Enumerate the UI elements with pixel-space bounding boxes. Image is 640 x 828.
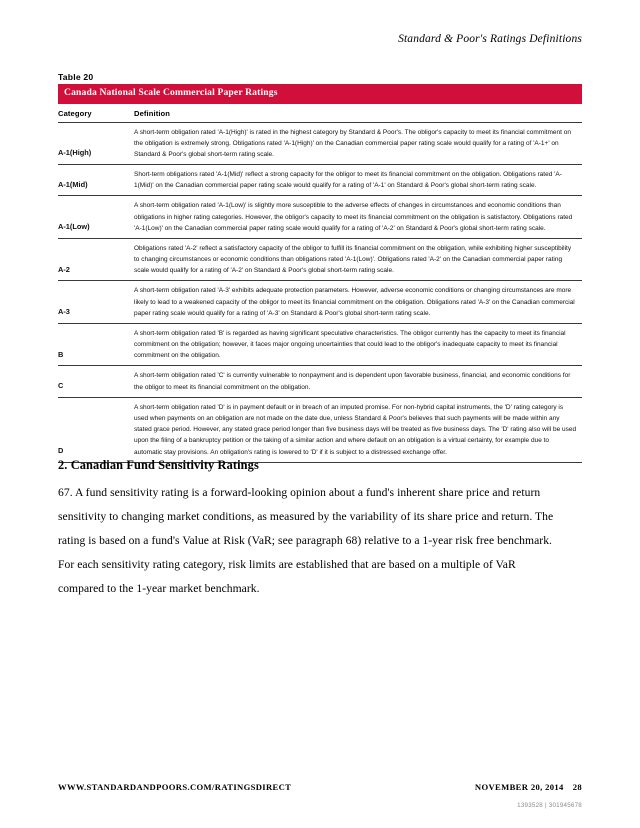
table-row [58,165,582,196]
footer-website[interactable]: WWW.STANDARDANDPOORS.COM/RATINGSDIRECT [58,782,292,792]
footer-date: NOVEMBER 20, 2014 [474,782,564,792]
footer-page-number: 28 [572,782,582,792]
ratings-table [58,104,582,463]
rating-category: A-1(Low) [58,196,130,239]
section-heading: 2. Canadian Fund Sensitivity Ratings [58,458,259,472]
footer-document-ids: 1393528 | 301945678 [517,802,582,809]
rating-definition: A short-term obligation rated 'B' is regarded as having significant speculative characteristics. The obligor currently has the capacity to meet its financial commitment on the obligation; however, it faces major ongoing uncertainties that could lead to the obligor's inadequate capacity to meet its financial commitment on the obligation. [130,323,582,366]
rating-definition: A short-term obligation rated 'A-1(High)' is rated in the highest category by Standard & Poor's. The obligor's capacity to meet its financial commitment on the obligation is extremely strong. Obligations rated 'A-1(High)' on the Canadian commercial paper rating scale would qualify for a rating of 'A-1+' on Standard & Poor's global short-term rating scale. [130,122,582,165]
running-head: Standard & Poor's Ratings Definitions [398,33,582,45]
rating-category: D [58,397,130,462]
table-header-row [58,104,582,123]
table-row [58,281,582,324]
column-header-definition: Definition [130,104,582,123]
rating-definition: A short-term obligation rated 'A-3' exhibits adequate protection parameters. However, adverse economic conditions or changing circumstances are more likely to lead to a weakened capacity of the obligor to meet its financial commitment on the obligation. Obligations rated 'A-3' on the Canadian commercial paper rating scale would qualify for a rating of 'A-3' on Standard & Poor's global short-term rating scale. [130,281,582,324]
rating-category: C [58,366,130,397]
table-row [58,238,582,281]
rating-category: A-1(Mid) [58,165,130,196]
rating-definition: Short-term obligations rated 'A-1(Mid)' reflect a strong capacity for the obligor to meet its financial commitment on the obligation. Obligations rated 'A-1(Mid)' on the Canadian commercial paper rating scale would qualify for a rating of 'A-1' on Standard & Poor's global short-term rating scale. [130,165,582,196]
table-title-bar: Canada National Scale Commercial Paper Ratings [58,84,582,104]
table-row [58,196,582,239]
table-row [58,397,582,462]
rating-definition: A short-term obligation rated 'D' is in payment default or in breach of an imputed promise. For non-hybrid capital instruments, the 'D' rating category is used when payments on an obligation are not made on the date due, unless Standard & Poor's believes that such payments will be made within any stated grace period. However, any stated grace period longer than five business days will be treated as five business days. The 'D' rating also will be used upon the filing of a bankruptcy petition or the taking of a similar action and where default on an obligation is a virtual certainty, for example due to automatic stay provisions. An obligation's rating is lowered to 'D' if it is subject to a distressed exchange offer. [130,397,582,462]
table-number-label: Table 20 [58,72,94,82]
page-footer [58,782,582,822]
rating-category: A-1(High) [58,122,130,165]
table-row [58,122,582,165]
body-section [58,458,558,601]
rating-category: B [58,323,130,366]
rating-definition: Obligations rated 'A-2' reflect a satisfactory capacity of the obligor to fulfill its financial commitment on the obligation, while exhibiting higher susceptibility to changing circumstances or economic conditions than obligations rated 'A-1(Low)'. Obligations rated 'A-2' on the Canadian commercial paper rating scale would qualify for a rating of 'A-2' on Standard & Poor's global short-term rating scale. [130,238,582,281]
footer-date-page [475,782,582,792]
column-header-category: Category [58,104,130,123]
ratings-table-block [58,72,582,463]
rating-definition: A short-term obligation rated 'A-1(Low)' is slightly more susceptible to the adverse effects of changes in circumstances and economic conditions than obligations in higher rating categories. However, the obligor's capacity to meet its financial commitment on the obligation is satisfactory. Obligations rated 'A-1(Low)' on the Canadian commercial paper rating scale would qualify for a rating of 'A-2' on Standard & Poor's global short-term rating scale. [130,196,582,239]
table-row [58,366,582,397]
ratings-table-body [58,122,582,462]
section-paragraph: 67. A fund sensitivity rating is a forward-looking opinion about a fund's inherent share price and return sensitivity to changing market conditions, as measured by the variability of its share price and return. The rating is based on a fund's Value at Risk (VaR; see paragraph 68) relative to a 1-year risk free benchmark. For each sensitivity rating category, risk limits are established that are based on a multiple of VaR compared to the 1-year market benchmark. [58,486,554,595]
rating-definition: A short-term obligation rated 'C' is currently vulnerable to nonpayment and is dependent upon favorable business, financial, and economic conditions for the obligor to meet its financial commitment on the obligation. [130,366,582,397]
rating-category: A-3 [58,281,130,324]
rating-category: A-2 [58,238,130,281]
table-row [58,323,582,366]
